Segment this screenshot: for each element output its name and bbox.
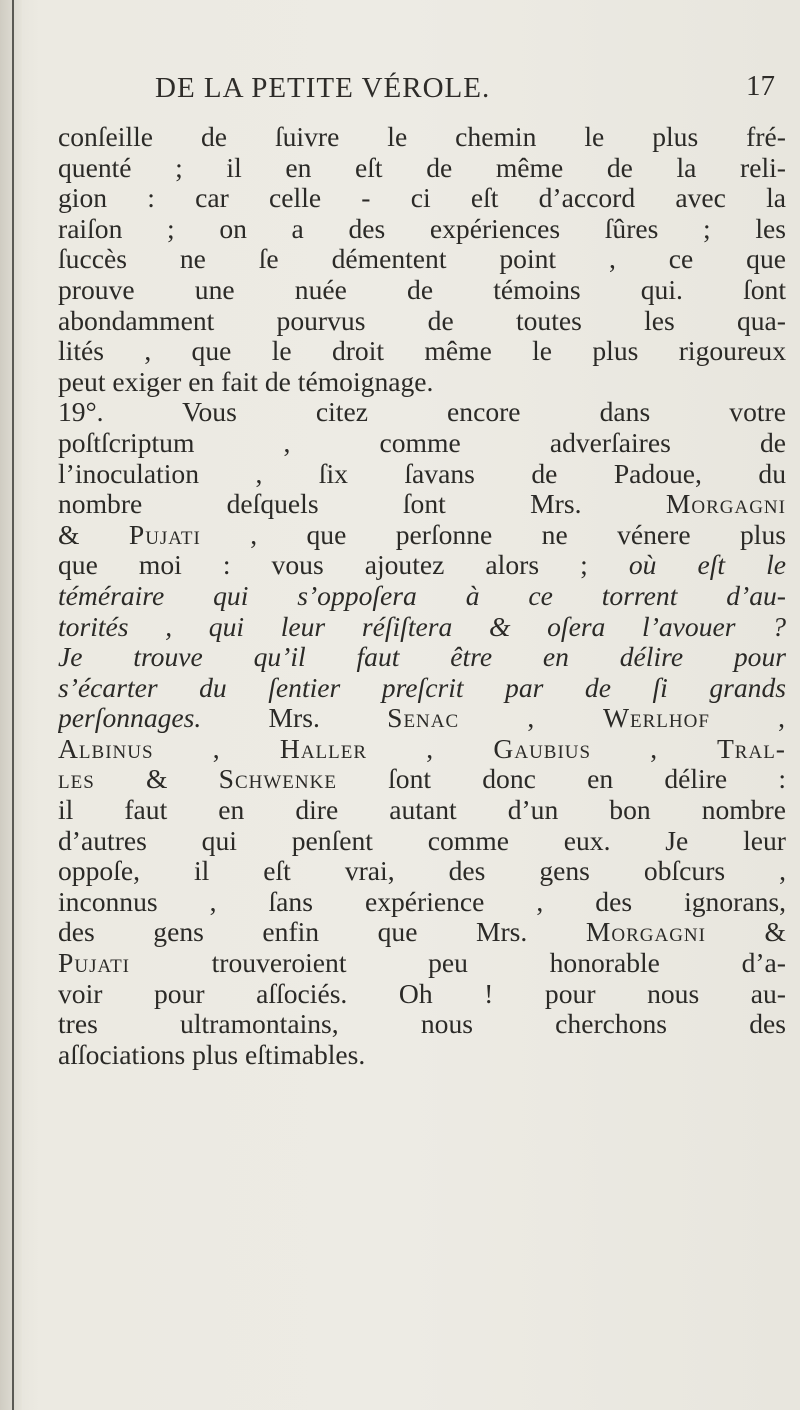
text-segment: & [94, 764, 219, 795]
text-line [58, 642, 786, 673]
text-line [58, 764, 786, 795]
text-line [58, 489, 786, 520]
text-line [58, 520, 786, 551]
text-segment: nombre deſquels ſont Mrs. [58, 489, 666, 520]
running-head: DE LA PETITE VÉROLE. [155, 72, 491, 104]
text-segment: il faut en dire autant d’un bon nombre [58, 795, 786, 826]
text-line [58, 275, 786, 306]
text-line [58, 306, 786, 337]
text-segment: prouve une nuée de témoins qui. ſont [58, 274, 786, 305]
italic-text: téméraire qui s’oppoſera à ce torrent d’au- [58, 580, 786, 611]
small-caps-name: Senac , Werlhof , [387, 703, 786, 734]
text-segment: aſſociations plus eſtimables. [58, 1038, 366, 1070]
text-line [58, 948, 786, 979]
text-segment: lités , que le droit même le plus rigoureux [58, 336, 786, 367]
text-segment: & [58, 519, 129, 550]
text-line [58, 673, 786, 704]
text-line [58, 183, 786, 214]
page-number: 17 [746, 70, 775, 102]
text-segment: ſont donc en délire : [336, 764, 786, 795]
text-segment: que moi : vous ajoutez alors ; [58, 550, 629, 581]
text-line [58, 795, 786, 826]
text-segment: voir pour aſſociés. Oh ! pour nous au- [58, 978, 786, 1009]
text-line [58, 428, 786, 459]
text-segment: gion : car celle - ci eſt d’accord avec la [58, 183, 786, 214]
text-segment: oppoſe, il eſt vrai, des gens obſcurs , [58, 856, 786, 887]
italic-text: Je trouve qu’il faut être en délire pour [58, 642, 786, 673]
text-line [58, 122, 786, 153]
small-caps-name: les [58, 764, 95, 795]
text-segment: abondamment pourvus de toutes les qua- [58, 305, 786, 336]
text-segment: peut exiger en fait de témoignage. [58, 365, 434, 397]
text-line [58, 703, 786, 734]
text-line [58, 887, 786, 918]
italic-text: perſonnages. [58, 703, 202, 734]
text-line [58, 397, 786, 428]
text-segment: quenté ; il en eſt de même de la reli- [58, 152, 786, 183]
text-line [58, 459, 786, 490]
text-line [58, 1040, 786, 1071]
gutter-rule [12, 0, 14, 1410]
text-line [58, 336, 786, 367]
small-caps-name: Morgagni [665, 489, 786, 520]
text-line [58, 826, 786, 857]
small-caps-name: Morgagni [585, 917, 706, 948]
text-segment: poſtſcriptum , comme adverſaires de [58, 427, 786, 458]
body-text [58, 122, 786, 1070]
small-caps-name: Schwenke [218, 764, 337, 795]
text-segment: conſeille de ſuivre le chemin le plus fré- [58, 122, 786, 152]
text-line [58, 856, 786, 887]
text-line [58, 581, 786, 612]
text-segment: , que perſonne ne vénere plus [200, 519, 786, 550]
italic-text: s’écarter du ſentier preſcrit par de ſi grands [58, 672, 786, 703]
text-segment: l’inoculation , ſix ſavans de Padoue, du [58, 458, 786, 489]
text-line [58, 612, 786, 643]
small-caps-name: Pujati [128, 519, 201, 550]
text-line [58, 244, 786, 275]
small-caps-name: Pujati [58, 948, 131, 979]
text-segment: d’autres qui penſent comme eux. Je leur [58, 825, 786, 856]
text-segment: raiſon ; on a des expériences ſûres ; les [58, 213, 786, 244]
text-line [58, 550, 786, 581]
text-line [58, 917, 786, 948]
italic-text: où eſt le [628, 550, 786, 581]
text-segment: & [706, 917, 786, 948]
text-line [58, 979, 786, 1010]
italic-text: torités , qui leur réſiſtera & oſera l’avouer ? [58, 611, 786, 642]
text-segment: inconnus , ſans expérience , des ignorans, [58, 886, 786, 917]
text-line [58, 1009, 786, 1040]
text-segment: trouveroient peu honorable d’a- [130, 948, 786, 979]
page-header [155, 72, 775, 112]
text-segment: ſuccès ne ſe démentent point , ce que [58, 244, 786, 275]
text-segment: Mrs. [201, 703, 388, 734]
text-line [58, 367, 786, 398]
text-segment: tres ultramontains, nous cherchons des [58, 1009, 786, 1040]
text-line [58, 153, 786, 184]
text-segment: 19°. Vous citez encore dans votre [58, 397, 786, 428]
text-segment: des gens enfin que Mrs. [58, 917, 586, 948]
small-caps-name: Albinus , Haller , Gaubius , Tral- [58, 733, 786, 764]
page-gutter [0, 0, 22, 1410]
text-line [58, 734, 786, 765]
text-line [58, 214, 786, 245]
